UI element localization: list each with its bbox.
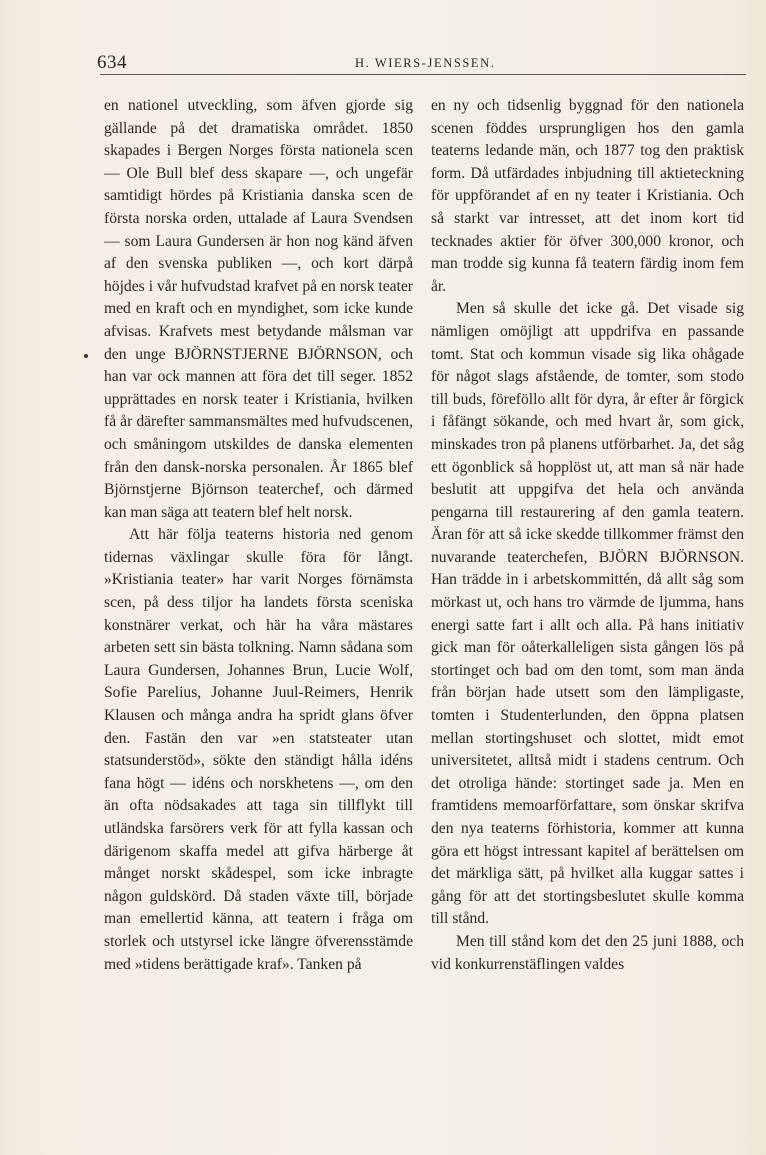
page-number: 634 [97, 52, 127, 73]
header-rule [100, 74, 746, 75]
running-head: H. WIERS-JENSSEN. [355, 56, 496, 70]
left-paragraph-1: en nationel utveckling, som äfven gjorde sig gällande på det dramatiska området. 1850 skapades i Bergen Norges första nationela scen — Ole Bull blef dess skapare —, och ungefär samtidigt hördes på Kristiania danska scen de första norska orden, uttalade af Laura Svendsen — som Laura Gundersen är hon nog känd äfven af den svenska publiken —, och kort därpå höjdes i vår hufvudstad krafvet på en norsk teater med en kraft och en myndighet, som icke kunde afvisas. Krafvets mest betydande målsman var den unge BJÖRNSTJERNE BJÖRNSON, och han var ock mannen att föra det till seger. 1852 upprättades en norsk teater i Kristiania, hvilken få år därefter sammansmältes med hufvudscenen, och småningom utskildes de danska elementen från den dansk-norska personalen. År 1865 blef Björnstjerne Björnson teaterchef, och därmed kan man säga att teatern blef helt norsk. [104, 97, 413, 521]
left-column [104, 95, 413, 976]
right-paragraph-1: en ny och tidsenlig byggnad för den nationela scenen föddes ursprungligen hos den gamla teaterns ledande män, och 1877 tog den praktisk form. Då utfärdades inbjudning till aktieteckning för uppförandet af en ny teater i Kristiania. Och så starkt var intresset, att det inom kort tid tecknades aktier för öfver 300,000 kronor, och man trodde sig kunna få teatern färdig inom fem år. [431, 97, 744, 295]
left-paragraph-2: Att här följa teaterns historia ned genom tidernas växlingar skulle föra för långt. »Kristiania teater» har varit Norges förnämsta scen, på dess tiljor ha landets första sceniska konstnärer verkat, och här ha våra mästares arbeten sett sin bästa tolkning. Namn sådana som Laura Gundersen, Johannes Brun, Lucie Wolf, Sofie Parelius, Johanne Juul-Reimers, Henrik Klausen och många andra ha spridt glans öfver den. Fastän den var »en statsteater utan statsunderstöd», sökte den ständigt hålla idéns fana högt — idéns och norskhetens —, om den än ofta nödsakades att taga sin tillflykt till utländska farsörers verk för att fylla kassan och därigenom skaffa medel att gifva härberge åt månget norskt skådespel, som icke inbragte någon guldskörd. Då staden växte till, började man emellertid känna, att teatern i fråga om storlek och utstyrsel icke längre öfverensstämde med »tidens berättigade kraf». Tanken på [104, 526, 413, 973]
margin-mark [84, 354, 88, 358]
right-paragraph-2: Men så skulle det icke gå. Det visade sig nämligen omöjligt att uppdrifva en passande tomt. Stat och kommun visade sig lika ohågade för något slags afstående, de tomter, som stodo till buds, föreföllo allt för dyra, år efter år förgick i fåfängt sökande, och med hvart år, som gick, minskades tron på planens utförbarhet. Ja, det såg ett ögonblick så hopplöst ut, att man så när hade beslutit att uppgifva det hela och använda pengarna till restaurering af den gamla teatern. Äran för att så icke skedde tillkommer främst den nuvarande teaterchefen, BJÖRN BJÖRNSON. Han trädde in i arbetskommittén, då allt såg som mörkast ut, och hans tro värmde de ljumma, hans energi satte fart i allt och alla. På hans initiativ gick man för oåterkalleligen sista gången lös på stortinget och bad om den tomt, som man ända från början hade utsett som den lämpligaste, tomten i Studenterlunden, den öppna platsen mellan stortingshuset och slottet, midt emot universitetet, alltså midt i stadens centrum. Och det otroliga hände: stortinget sade ja. Men en framtidens memoarförfattare, som önskar skrifva den nya teaterns förhistoria, kommer att kunna göra ett högst intressant kapitel af berättelsen om det märkliga sätt, på hvilket alla kuggar sattes i gång för att det stortingsbeslutet skulle komma till stånd. [431, 300, 744, 928]
right-column [431, 95, 744, 976]
right-paragraph-3: Men till stånd kom det den 25 juni 1888, och vid konkurrenstäflingen valdes [431, 932, 744, 973]
page-header [97, 52, 745, 76]
